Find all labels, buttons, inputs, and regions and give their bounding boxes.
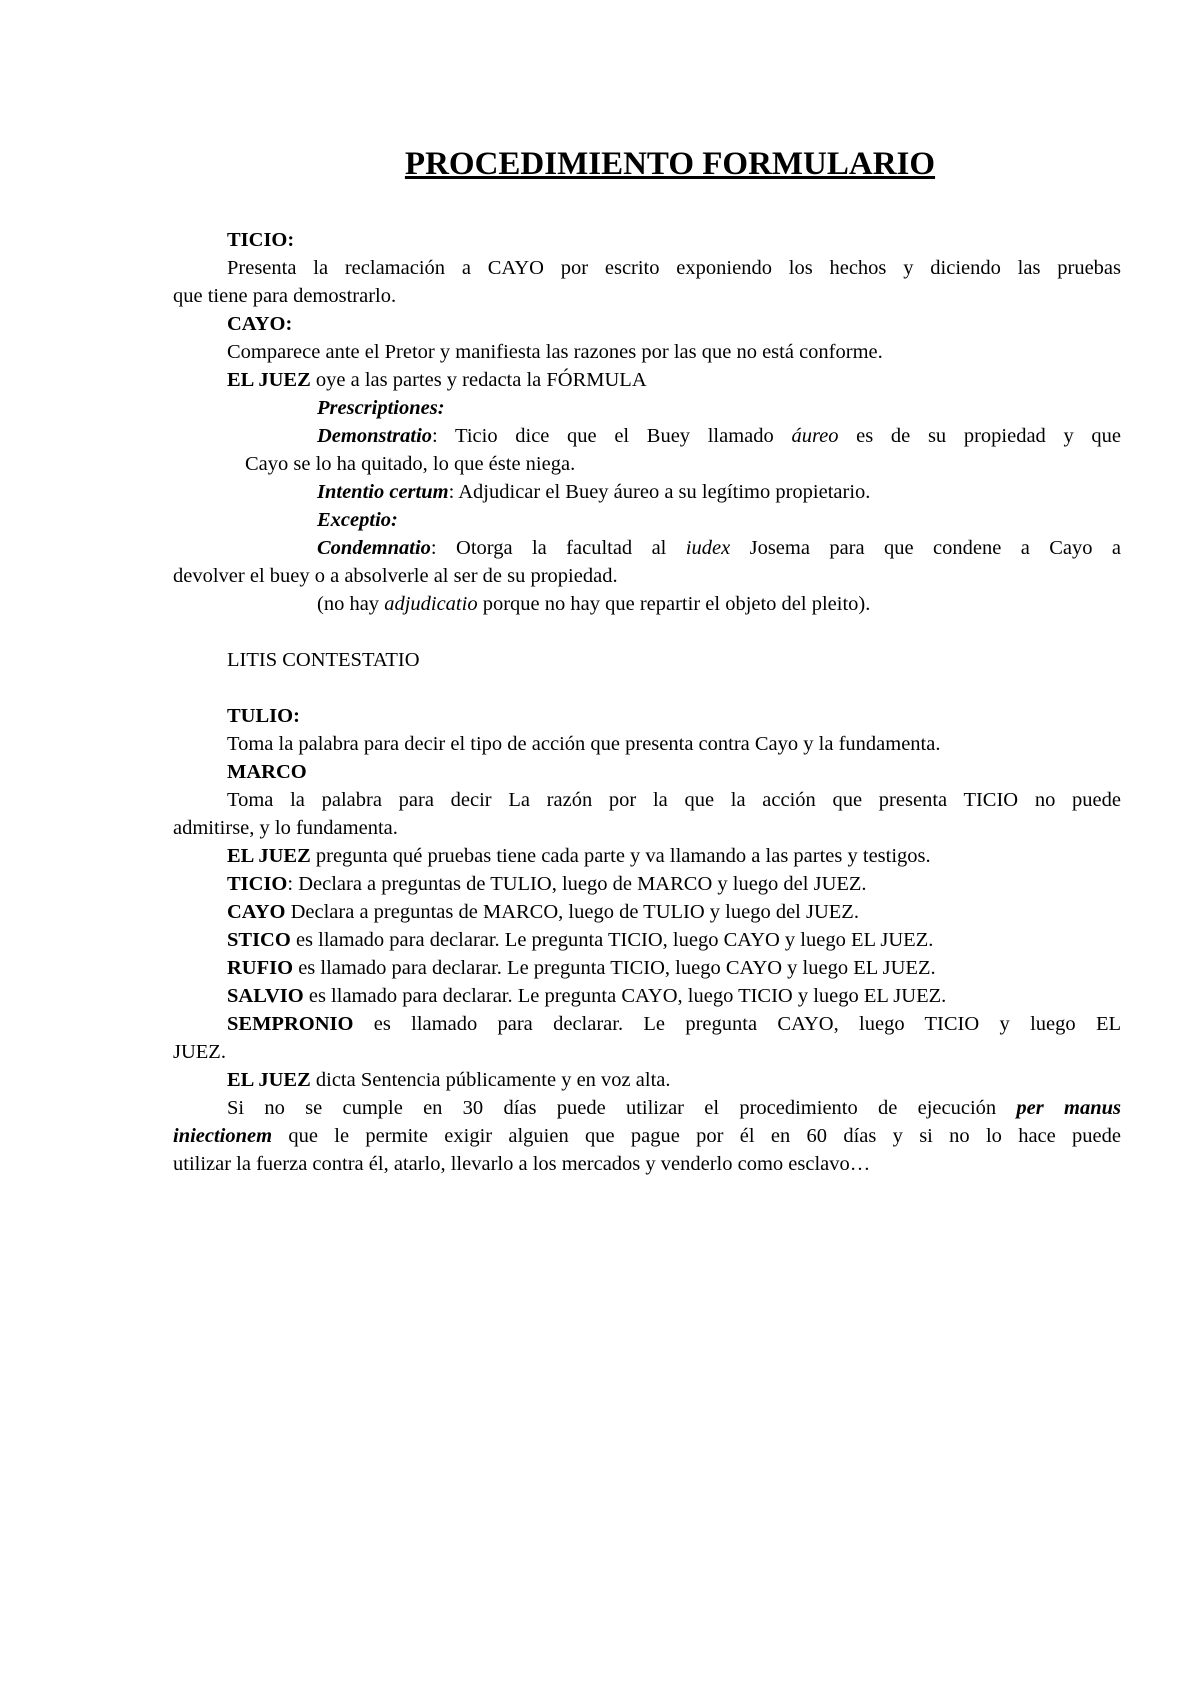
paragraph-line: Cayo se lo ha quitado, lo que éste niega. — [245, 453, 576, 475]
speaker-cayo-heading: CAYO: — [227, 313, 293, 335]
paragraph-line: Presenta la reclamación a CAYO por escrito exponiendo los hechos y diciendo las pruebas — [227, 257, 1121, 279]
paragraph-line: STICO es llamado para declarar. Le pregunta TICIO, luego CAYO y luego EL JUEZ. — [227, 929, 934, 951]
paragraph-line: (no hay adjudicatio porque no hay que repartir el objeto del pleito). — [317, 593, 871, 615]
paragraph-line: EL JUEZ pregunta qué pruebas tiene cada parte y va llamando a las partes y testigos. — [227, 845, 931, 867]
speaker-ticio-heading: TICIO: — [227, 229, 295, 251]
document-body — [173, 226, 1121, 1178]
paragraph-line: iniectionem que le permite exigir alguien que pague por él en 60 días y si no lo hace puede — [173, 1125, 1121, 1147]
speaker-tulio-heading: TULIO: — [227, 705, 300, 727]
paragraph-line: TICIO: Declara a preguntas de TULIO, luego de MARCO y luego del JUEZ. — [227, 873, 867, 895]
paragraph-line: Si no se cumple en 30 días puede utilizar el procedimiento de ejecución per manus — [227, 1097, 1121, 1119]
paragraph-line: que tiene para demostrarlo. — [173, 285, 397, 307]
paragraph-line: EL JUEZ dicta Sentencia públicamente y en voz alta. — [227, 1069, 671, 1091]
paragraph-line: RUFIO es llamado para declarar. Le pregunta TICIO, luego CAYO y luego EL JUEZ. — [227, 957, 936, 979]
paragraph-line: Toma la palabra para decir La razón por la que la acción que presenta TICIO no puede — [227, 789, 1121, 811]
paragraph-line: utilizar la fuerza contra él, atarlo, llevarlo a los mercados y venderlo como esclavo… — [173, 1153, 871, 1175]
formula-prescriptiones: Prescriptiones: — [317, 397, 445, 419]
formula-demonstratio: Demonstratio: Ticio dice que el Buey llamado áureo es de su propiedad y que — [317, 425, 1121, 447]
page-title: PROCEDIMIENTO FORMULARIO — [404, 146, 936, 182]
spacer — [173, 674, 1121, 702]
paragraph-line: admitirse, y lo fundamenta. — [173, 817, 398, 839]
paragraph-line: CAYO Declara a preguntas de MARCO, luego de TULIO y luego del JUEZ. — [227, 901, 859, 923]
paragraph-line: devolver el buey o a absolverle al ser de su propiedad. — [173, 565, 618, 587]
formula-exceptio: Exceptio: — [317, 509, 398, 531]
paragraph-line: JUEZ. — [173, 1041, 226, 1063]
paragraph-line: Toma la palabra para decir el tipo de acción que presenta contra Cayo y la fundamenta. — [227, 733, 941, 755]
section-heading: LITIS CONTESTATIO — [227, 649, 420, 671]
paragraph-line: SEMPRONIO es llamado para declarar. Le pregunta CAYO, luego TICIO y luego EL — [227, 1013, 1121, 1035]
paragraph-line: Comparece ante el Pretor y manifiesta las razones por las que no está conforme. — [227, 341, 883, 363]
speaker-marco-heading: MARCO — [227, 761, 307, 783]
spacer — [173, 618, 1121, 646]
formula-intentio: Intentio certum: Adjudicar el Buey áureo a su legítimo propietario. — [317, 481, 871, 503]
formula-condemnatio: Condemnatio: Otorga la facultad al iudex Josema para que condene a Cayo a — [317, 537, 1121, 559]
paragraph-line: EL JUEZ oye a las partes y redacta la FÓRMULA — [227, 369, 647, 391]
paragraph-line: SALVIO es llamado para declarar. Le pregunta CAYO, luego TICIO y luego EL JUEZ. — [227, 985, 947, 1007]
